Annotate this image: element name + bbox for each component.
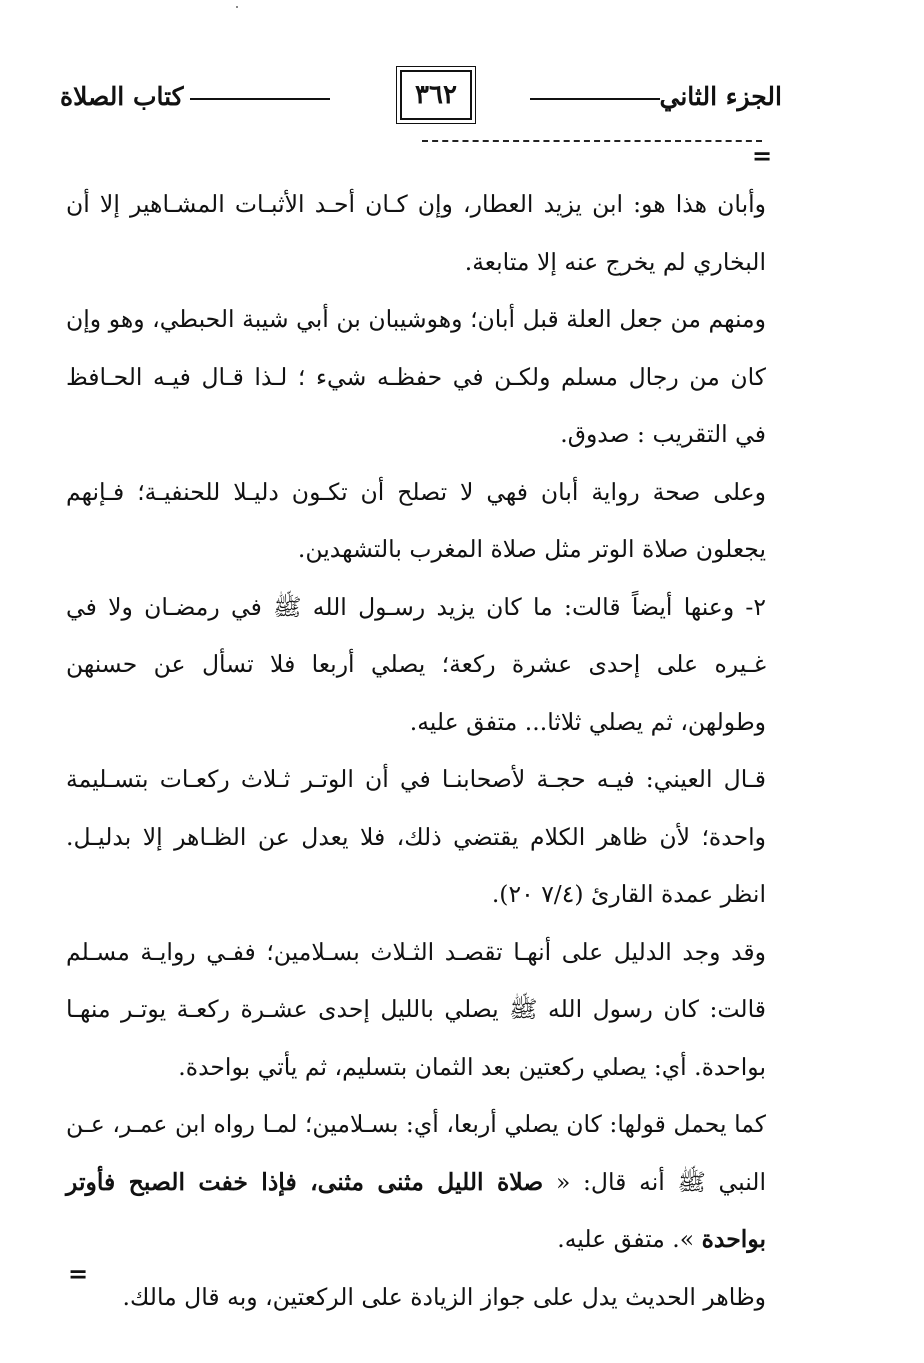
hadith-source: ». متفق عليه. — [557, 1225, 702, 1253]
scan-dot — [236, 6, 238, 8]
paragraph: قـال العيني: فيـه حجـة لأصحابنـا في أن الوتـر ثـلاث ركعـات بتسـليمة واحدة؛ لأن ظاهر الكلام يقتضي ذلك، فلا يعدل عن الظـاهر إلا بدليـل. انظر عمدة القارئ (٧/٤ ٢٠). — [66, 765, 766, 908]
paragraph: ومنهم من جعل العلة قبل أبان؛ وهوشيبان بن أبي شيبة الحبطي، وهو وإن كان من رجال مسلم ولكـن في حفظـه شيء ؛ لـذا قـال فيـه الحـافظ في التقريب : صدوق. — [66, 305, 766, 448]
header-dashed-rule — [422, 140, 762, 142]
continuation-mark-bottom: = — [68, 1259, 89, 1288]
continuation-mark-top: = — [752, 141, 773, 170]
paragraph-closing: وظاهر الحديث يدل على جواز الزيادة على الركعتين، وبه قال مالك. — [122, 1282, 766, 1311]
paragraph-hadith — [66, 1096, 766, 1269]
paragraph: وقد وجد الدليل على أنهـا تقصـد الثـلاث بسـلامين؛ ففـي روايـة مسـلم قالت: كان رسول الله ﷺ يصلي بالليل إحدى عشـرة ركعـة يوتـر منهـا بواحدة. أي: يصلي ركعتين بعد الثمان بتسليم، ثم يأتي بواحدة. — [66, 937, 766, 1081]
paragraph: وأبان هذا هو: ابن يزيد العطار، وإن كـان أحـد الأثبـات المشـاهير إلا أن البخاري لم يخرج عنه إلا متابعة. — [66, 190, 766, 276]
header-rule-left — [190, 98, 330, 100]
page-body — [66, 176, 766, 1326]
paragraph: وعلى صحة رواية أبان فهي لا تصلح أن تكـون دليـلا للحنفيـة؛ فـإنهم يجعلون صلاة الوتر مثل صلاة المغرب بالتشهدين. — [66, 477, 766, 563]
page-header — [60, 70, 782, 122]
book-title: كتاب الصلاة — [60, 82, 184, 111]
hadith-quote: صلاة الليل مثنى مثنى، فإذا خفت الصبح فأوتر بواحدة — [66, 1167, 766, 1253]
hadith-intro: كما يحمل قولها: كان يصلي أربعا، أي: بسـلامين؛ لمـا رواه ابن عمـر، عـن النبي ﷺ أنه قال: « — [66, 1110, 766, 1196]
page-number: ٣٦٢ — [400, 70, 472, 120]
volume-title: الجزء الثاني — [659, 82, 782, 111]
header-rule-right — [530, 98, 660, 100]
paragraph-numbered: ٢- وعنها أيضاً قالت: ما كان يزيد رسـول الله ﷺ في رمضـان ولا في غـيره على إحدى عشرة ركعة؛ يصلي أربعا فلا تسأل عن حسنهن وطولهن، ثم يصلي ثلاثا... متفق عليه. — [66, 592, 766, 736]
